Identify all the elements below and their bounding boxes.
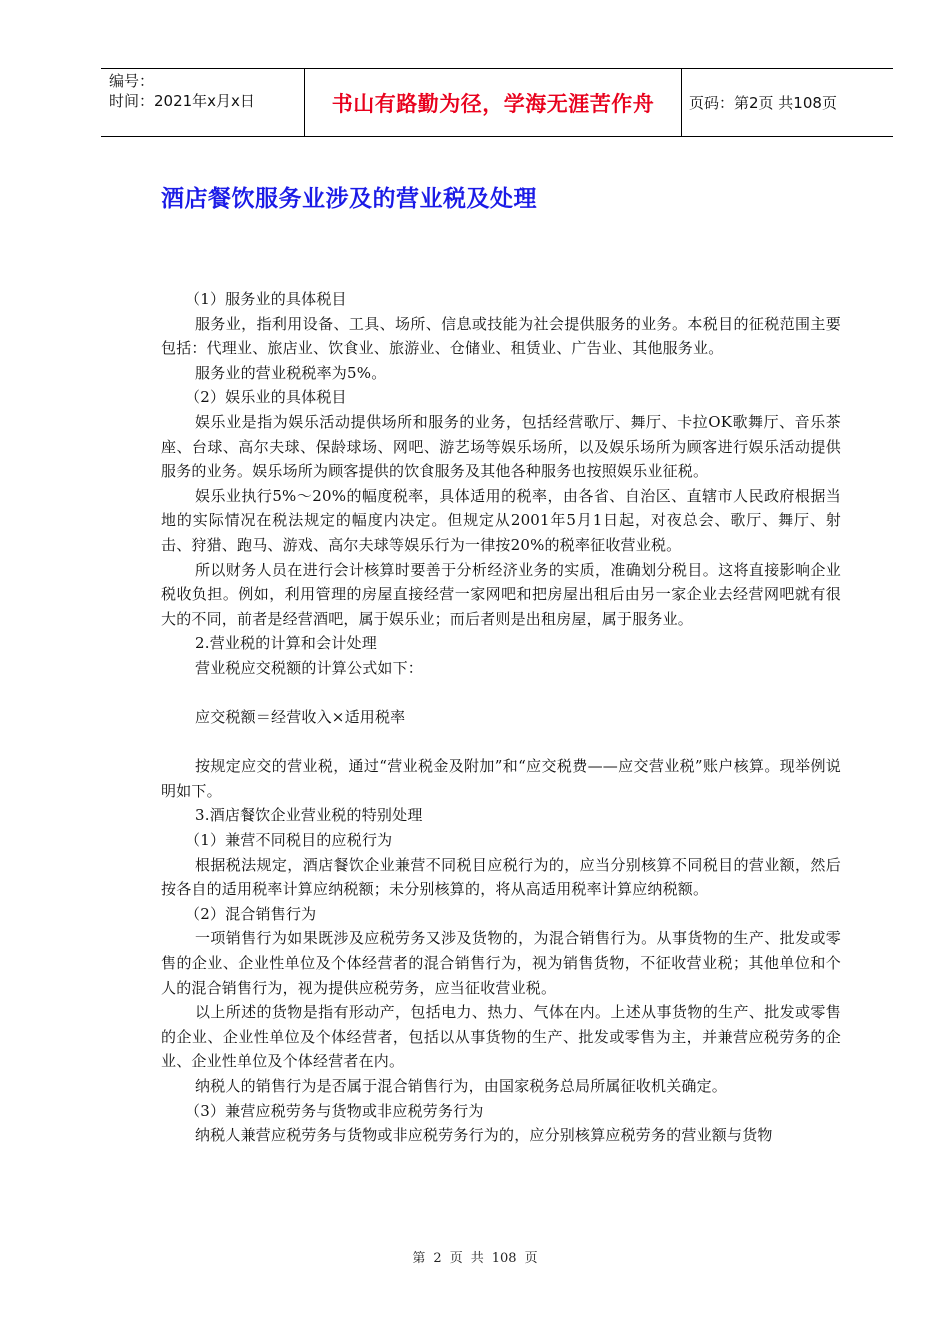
paragraph: 娱乐业是指为娱乐活动提供场所和服务的业务，包括经营歌厅、舞厅、卡拉OK歌舞厅、音乐茶座、台球、高尔夫球、保龄球场、网吧、游艺场等娱乐场所，以及娱乐场所为顾客进行娱乐活动提供服务的业务。娱乐场所为顾客提供的饮食服务及其他各种服务也按照娱乐业征税。: [161, 412, 841, 481]
paragraph: （2）混合销售行为: [185, 904, 317, 923]
header-page-cell: [682, 69, 893, 136]
footer-page-number: 2: [433, 1251, 442, 1266]
document-body: [161, 287, 841, 1148]
footer-total-number: 108: [491, 1251, 517, 1266]
paragraph: 所以财务人员在进行会计核算时要善于分析经济业务的实质，准确划分税目。这将直接影响企业税收负担。例如，利用管理的房屋直接经营一家网吧和把房屋出租后由另一家企业去经营网吧就有很大的不同，前者是经营酒吧，属于娱乐业；而后者则是出租房屋，属于服务业。: [161, 560, 841, 628]
paragraph: 纳税人的销售行为是否属于混合销售行为，由国家税务总局所属征收机关确定。: [195, 1077, 728, 1095]
paragraph: 娱乐业执行5%～20%的幅度税率，具体适用的税率，由各省、自治区、直辖市人民政府根据当地的实际情况在税法规定的幅度内决定。但规定从2001年5月1日起，对夜总会、歌厅、舞厅、射击、狩猎、跑马、游戏、高尔夫球等娱乐行为一律按20%的税率征收营业税。: [161, 486, 841, 554]
paragraph: （1）兼营不同税目的应税行为: [185, 831, 393, 850]
page-footer: [0, 1247, 950, 1266]
paragraph: 服务业的营业税税率为5%。: [195, 363, 387, 382]
paragraph: （1）服务业的具体税目: [185, 290, 347, 308]
document-title: 酒店餐饮服务业涉及的营业税及处理: [161, 186, 537, 212]
paragraph: 营业税应交税额的计算公式如下：: [195, 658, 424, 677]
footer-page-word: 第: [412, 1251, 426, 1266]
paragraph: 一项销售行为如果既涉及应税劳务又涉及货物的，为混合销售行为。从事货物的生产、批发或零售的企业、企业性单位及个体经营者的混合销售行为，视为销售货物，不征收营业税；其他单位和个人的混合销售行为，视为提供应税劳务，应当征收营业税。: [161, 929, 841, 997]
header-meta-cell: [101, 69, 305, 136]
paragraph: （2）娱乐业的具体税目: [185, 388, 347, 407]
document-number-label: 编号：: [109, 72, 155, 90]
blank-line: [161, 681, 841, 706]
formula: 应交税额＝经营收入×适用税率: [195, 708, 406, 727]
section-heading: 3.酒店餐饮企业营业税的特别处理: [195, 806, 423, 825]
paragraph: （3）兼营应税劳务与货物或非应税劳务行为: [185, 1101, 484, 1120]
paragraph: 服务业，指利用设备、工具、场所、信息或技能为社会提供服务的业务。本税目的征税范围主要包括：代理业、旅店业、饮食业、旅游业、仓储业、租赁业、广告业、其他服务业。: [161, 314, 841, 358]
footer-total-word: 共: [470, 1251, 484, 1266]
page-header: [101, 68, 893, 137]
paragraph: 根据税法规定，酒店餐饮企业兼营不同税目应税行为的，应当分别核算不同税目的营业额，然后按各自的适用税率计算应纳税额；未分别核算的，将从高适用税率计算应纳税额。: [161, 855, 841, 899]
footer-total-unit: 页: [524, 1251, 538, 1266]
header-motto: 书山有路勤为径，学海无涯苦作舟: [305, 69, 682, 136]
header-page-label: 页码：第2页 共108页: [689, 94, 837, 112]
document-date-label: 时间：2021年x月x日: [109, 92, 255, 110]
footer-page-unit: 页: [449, 1251, 463, 1266]
blank-line: [161, 730, 841, 755]
paragraph: 以上所述的货物是指有形动产，包括电力、热力、气体在内。上述从事货物的生产、批发或零售的企业、企业性单位及个体经营者，包括以从事货物的生产、批发或零售为主，并兼营应税劳务的企业、企业性单位及个体经营者在内。: [161, 1003, 841, 1071]
paragraph: 按规定应交的营业税，通过“营业税金及附加”和“应交税费——应交营业税”账户核算。现举例说明如下。: [161, 757, 841, 800]
paragraph: 纳税人兼营应税劳务与货物或非应税劳务行为的，应分别核算应税劳务的营业额与货物: [195, 1126, 773, 1145]
section-heading: 2.营业税的计算和会计处理: [195, 634, 377, 653]
